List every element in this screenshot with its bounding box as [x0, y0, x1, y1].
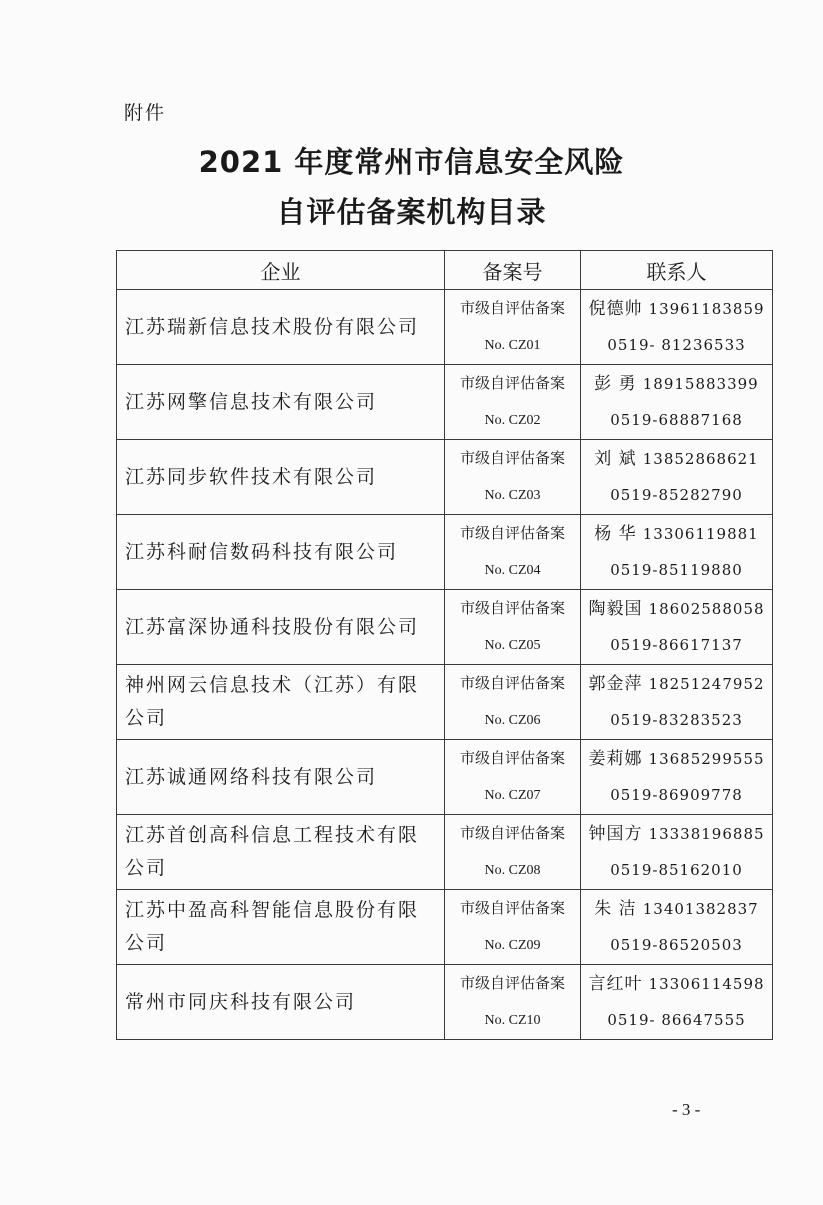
contact-tel: 0519-86520503: [610, 936, 743, 954]
contact-name: 刘 斌: [594, 449, 637, 469]
filing-cell: [445, 665, 581, 740]
contact-tel: 0519-85282790: [610, 486, 743, 504]
table-row: [117, 815, 773, 890]
contact-mobile: 13401382837: [642, 900, 759, 918]
contact-mobile: 13338196885: [648, 825, 765, 843]
contact-mobile: 18602588058: [648, 600, 765, 618]
company-name: 江苏首创高科信息工程技术有限公司: [117, 815, 445, 890]
filing-type: 市级自评估备案: [459, 749, 565, 767]
header-filing-number: 备案号: [445, 251, 581, 290]
filing-number: No. CZ05: [484, 638, 541, 653]
contact-mobile: 18251247952: [648, 675, 765, 693]
contact-mobile: 18915883399: [642, 375, 759, 393]
filing-cell: [445, 365, 581, 440]
company-name: 江苏网擎信息技术有限公司: [117, 365, 445, 440]
contact-tel: 0519-83283523: [610, 711, 743, 729]
filing-type: 市级自评估备案: [459, 374, 565, 392]
contact-mobile: 13852868621: [642, 450, 759, 468]
filing-cell: [445, 740, 581, 815]
table-row: [117, 290, 773, 365]
filing-type: 市级自评估备案: [459, 674, 565, 692]
company-name: 江苏富深协通科技股份有限公司: [117, 590, 445, 665]
filing-number: No. CZ03: [484, 488, 541, 503]
company-name: 神州网云信息技术（江苏）有限公司: [117, 665, 445, 740]
document-title-line-2: 自评估备案机构目录: [276, 195, 547, 229]
filing-institutions-table: [116, 250, 773, 1040]
contact-cell: [581, 290, 773, 365]
contact-mobile: 13961183859: [648, 300, 765, 318]
table-row: [117, 590, 773, 665]
contact-name: 倪德帅: [588, 299, 643, 319]
company-name: 江苏瑞新信息技术股份有限公司: [117, 290, 445, 365]
filing-type: 市级自评估备案: [459, 299, 565, 317]
table-row: [117, 515, 773, 590]
table-row: [117, 665, 773, 740]
contact-name: 杨 华: [594, 524, 637, 544]
table-row: [117, 365, 773, 440]
header-contact: 联系人: [581, 251, 773, 290]
contact-name: 彭 勇: [594, 374, 637, 394]
filing-type: 市级自评估备案: [459, 899, 565, 917]
filing-type: 市级自评估备案: [459, 974, 565, 992]
filing-type: 市级自评估备案: [459, 824, 565, 842]
filing-cell: [445, 515, 581, 590]
contact-tel: 0519-85119880: [610, 561, 743, 579]
filing-number: No. CZ09: [484, 938, 541, 953]
page-number: - 3 -: [672, 1100, 701, 1119]
contact-tel: 0519- 81236533: [607, 336, 746, 354]
filing-cell: [445, 890, 581, 965]
filing-number: No. CZ07: [484, 788, 541, 803]
contact-name: 郭金萍: [588, 674, 643, 694]
contact-mobile: 13306114598: [648, 975, 765, 993]
contact-tel: 0519- 86647555: [607, 1011, 746, 1029]
filing-number: No. CZ02: [484, 413, 541, 428]
company-name: 江苏诚通网络科技有限公司: [117, 740, 445, 815]
document-title-line-1: 2021 年度常州市信息安全风险: [198, 145, 625, 179]
company-name: 常州市同庆科技有限公司: [117, 965, 445, 1040]
contact-mobile: 13685299555: [648, 750, 765, 768]
contact-mobile: 13306119881: [642, 525, 759, 543]
filing-number: No. CZ01: [484, 338, 541, 353]
filing-type: 市级自评估备案: [459, 599, 565, 617]
filing-cell: [445, 440, 581, 515]
filing-cell: [445, 815, 581, 890]
contact-cell: [581, 665, 773, 740]
table-row: [117, 440, 773, 515]
contact-cell: [581, 365, 773, 440]
filing-cell: [445, 965, 581, 1040]
table-header-row: [117, 251, 773, 290]
filing-number: No. CZ08: [484, 863, 541, 878]
filing-type: 市级自评估备案: [459, 524, 565, 542]
filing-cell: [445, 590, 581, 665]
company-name: 江苏同步软件技术有限公司: [117, 440, 445, 515]
attachment-label: 附件: [124, 102, 167, 124]
table-row: [117, 965, 773, 1040]
contact-tel: 0519-86909778: [610, 786, 743, 804]
contact-cell: [581, 740, 773, 815]
table-row: [117, 890, 773, 965]
contact-cell: [581, 590, 773, 665]
header-company: 企业: [117, 251, 445, 290]
filing-number: No. CZ10: [484, 1013, 541, 1028]
filing-number: No. CZ04: [484, 563, 541, 578]
filing-cell: [445, 290, 581, 365]
contact-name: 陶毅国: [588, 599, 643, 619]
contact-cell: [581, 440, 773, 515]
filing-type: 市级自评估备案: [459, 449, 565, 467]
contact-cell: [581, 965, 773, 1040]
contact-name: 朱 洁: [594, 899, 637, 919]
contact-cell: [581, 515, 773, 590]
contact-name: 钟国方: [588, 824, 643, 844]
contact-name: 姜莉娜: [588, 749, 643, 769]
contact-cell: [581, 890, 773, 965]
filing-number: No. CZ06: [484, 713, 541, 728]
company-name: 江苏中盈高科智能信息股份有限公司: [117, 890, 445, 965]
contact-tel: 0519-85162010: [610, 861, 743, 879]
contact-cell: [581, 815, 773, 890]
table-row: [117, 740, 773, 815]
contact-tel: 0519-86617137: [610, 636, 743, 654]
company-name: 江苏科耐信数码科技有限公司: [117, 515, 445, 590]
contact-name: 言红叶: [588, 974, 643, 994]
contact-tel: 0519-68887168: [610, 411, 743, 429]
